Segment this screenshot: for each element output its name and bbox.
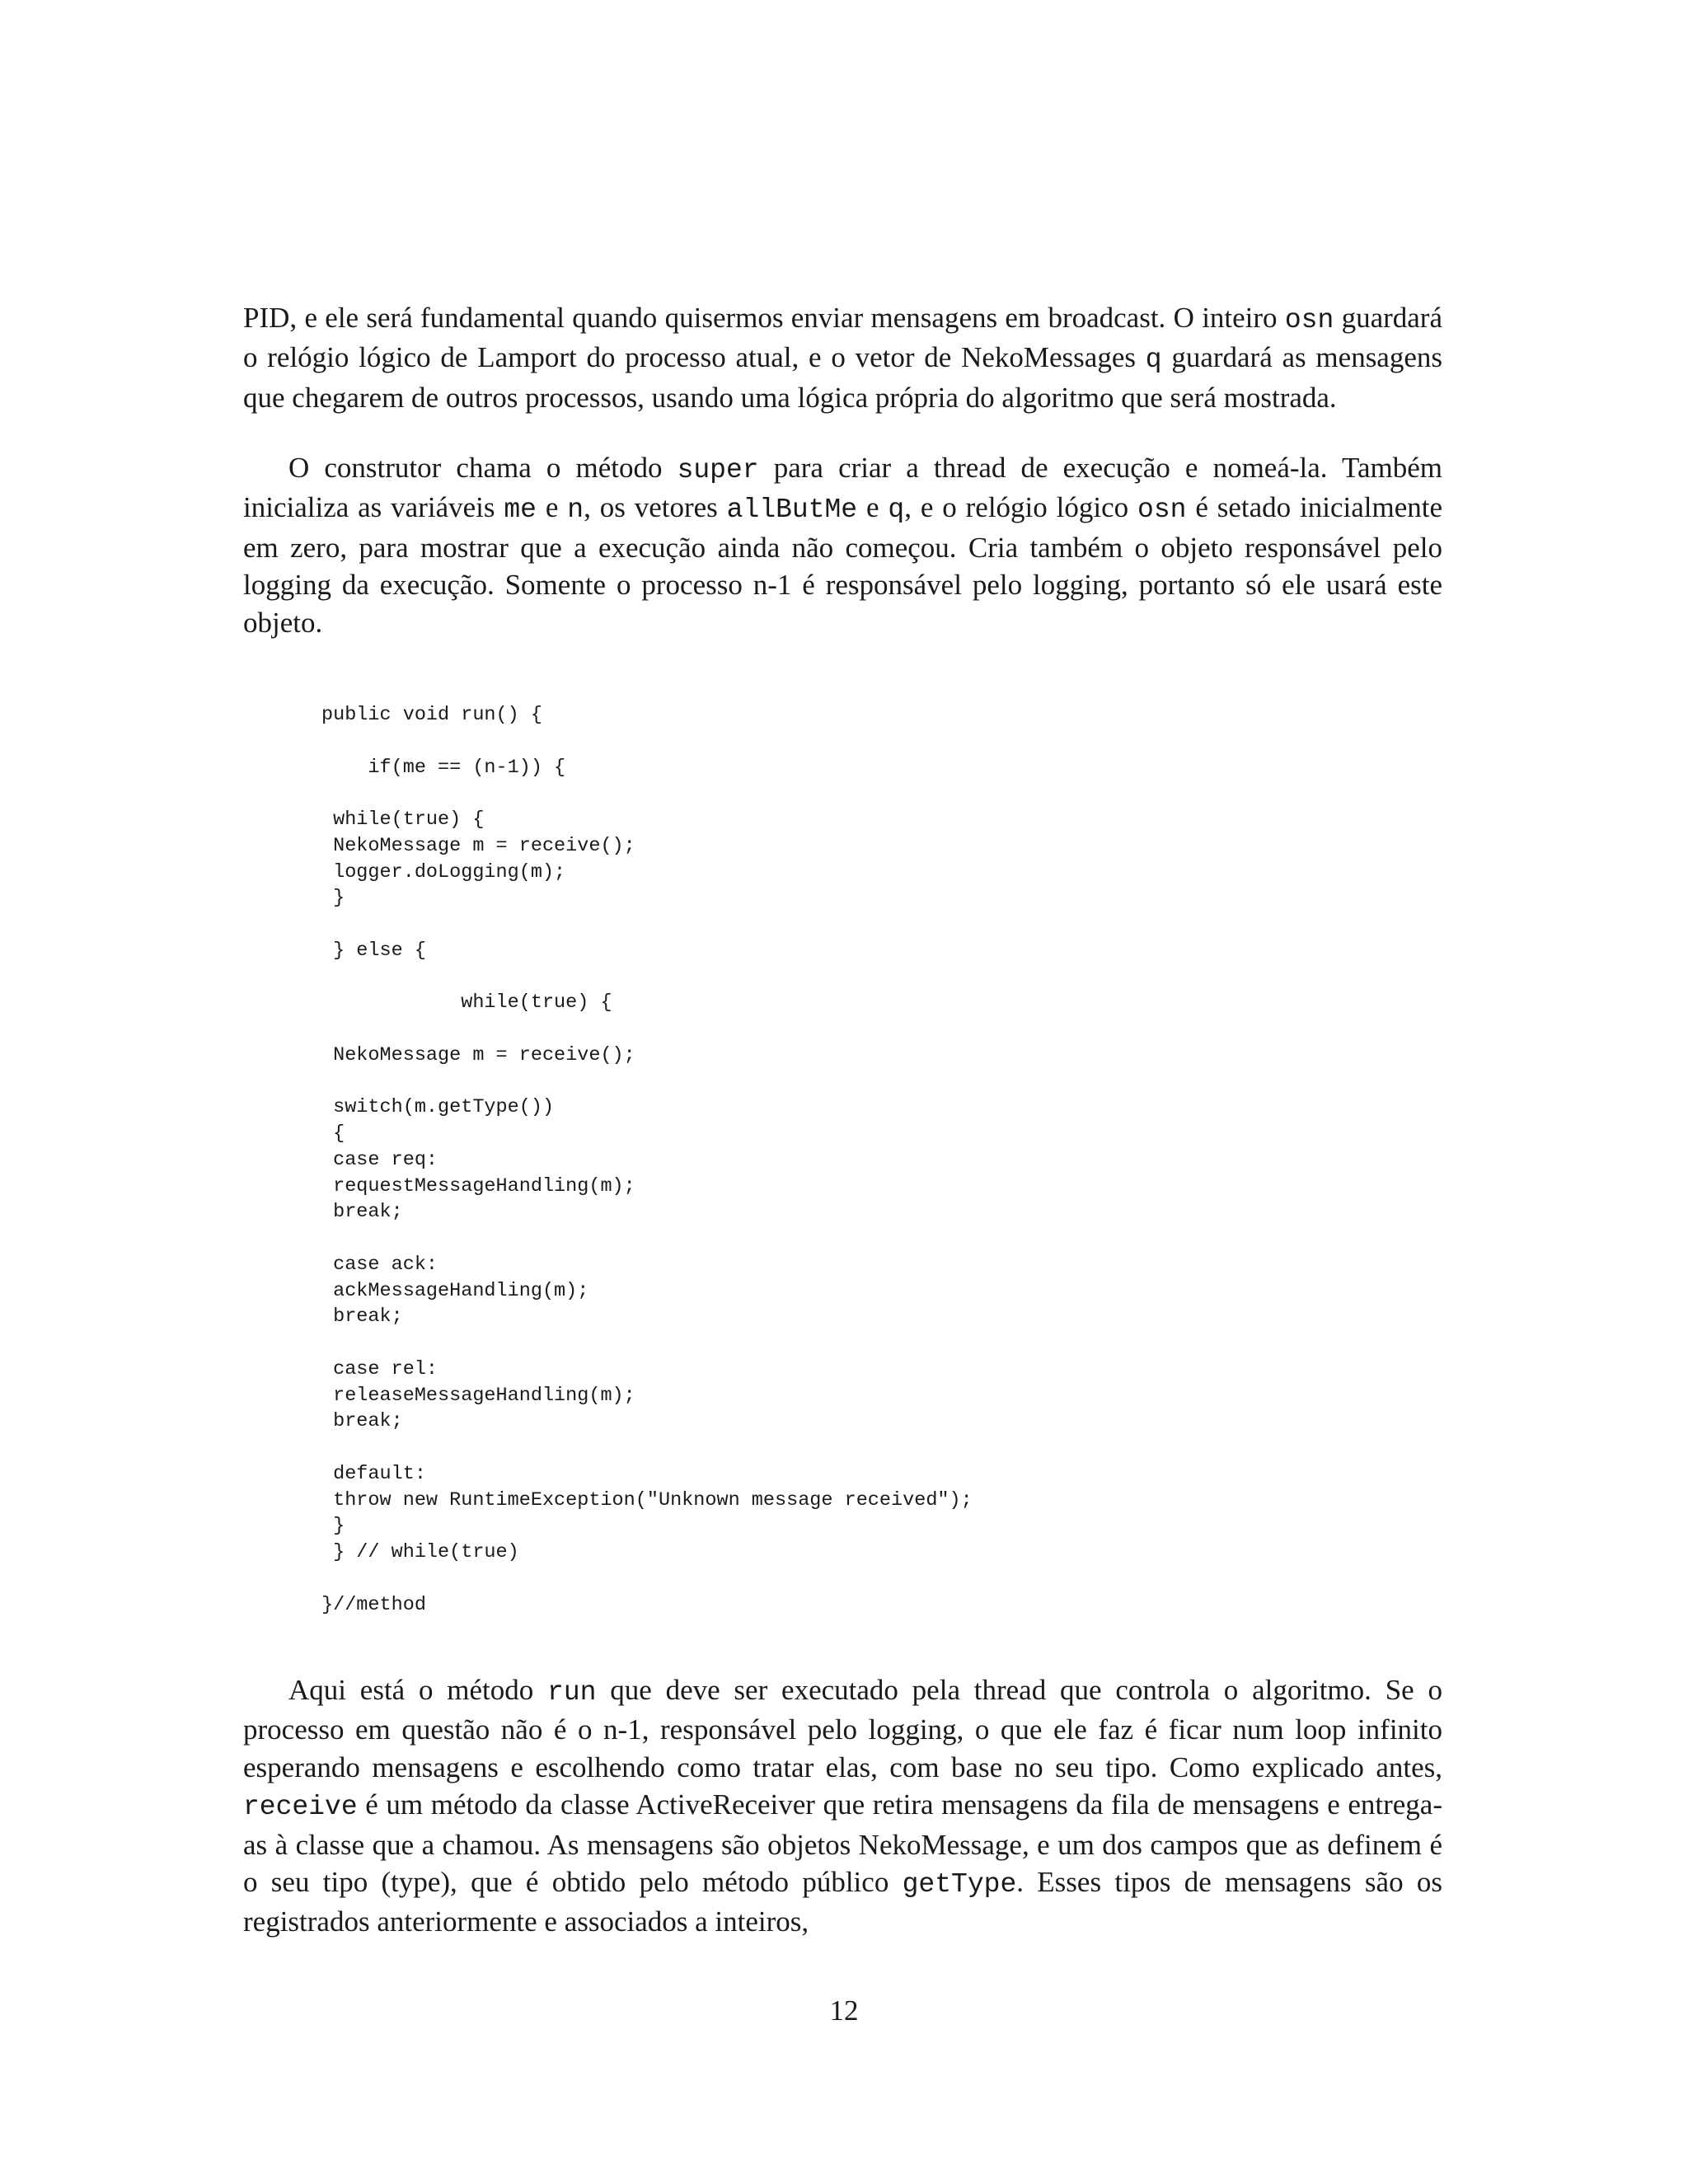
text-run: e	[536, 491, 568, 524]
code-listing: public void run() { if(me == (n-1)) { while(true) { NekoMessage m = receive(); logger.doLogging(m); } } else { while(true) { NekoMessage m = receive(); switch(m.getType()) { case req: requestMessageHandling(m); break; case ack: ackMessageHandling(m); break; case rel: releaseMessageHandling(m); break; default: throw new RuntimeException("Unknown message received"); } } // while(true) }//method	[321, 704, 973, 1616]
paragraph-intro	[243, 299, 1442, 416]
text-run: guardará o relógio lógico de Lamport do processo atual, e o vetor de NekoMessages	[243, 302, 1442, 374]
paragraph-run-method	[243, 1671, 1442, 1941]
text-run: , e o relógio lógico	[904, 491, 1138, 524]
text-run: é um método da classe ActiveReceiver que retira mensagens da fila de mensagens e entrega-as à classe que a chamou. As mensagens são objetos NekoMessage, e um dos campos que as definem é o seu tipo (type), que é obtido pelo método público	[243, 1788, 1442, 1899]
code-term: getType	[902, 1869, 1017, 1900]
text-run: para criar a thread de execução e nomeá-la. Também inicializa as variáveis	[243, 452, 1442, 524]
paragraph-constructor	[243, 449, 1442, 641]
code-term: q	[1145, 344, 1162, 376]
text-run: e	[857, 491, 889, 524]
code-term: n	[567, 494, 584, 526]
text-run: . Esses tipos de mensagens são os registrados anteriormente e associados a inteiros,	[243, 1866, 1442, 1938]
code-term: osn	[1284, 305, 1334, 335]
code-term: receive	[243, 1792, 358, 1823]
text-run: O construtor chama o método	[288, 452, 678, 484]
code-term: q	[888, 494, 905, 526]
code-term: run	[547, 1677, 597, 1708]
code-term: osn	[1137, 494, 1187, 526]
text-run: que deve ser executado pela thread que controla o algoritmo. Se o processo em questão não é o n-1, responsável pelo logging, o que ele faz é ficar num loop infinito esperando mensagens e escolhendo como tratar elas, com base no seu tipo. Como explicado antes,	[243, 1674, 1442, 1783]
text-run: é setado inicialmente em zero, para mostrar que a execução ainda não começou. Cria também o objeto responsável pelo logging da execução. Somente o processo n-1 é responsável pelo logging, portanto só ele usará este objeto.	[243, 491, 1442, 639]
text-run: Aqui está o método	[288, 1674, 548, 1706]
text-run: guardará as mensagens que chegarem de outros processos, usando uma lógica própria do algoritmo que será mostrada.	[243, 341, 1442, 414]
code-term: allButMe	[726, 494, 858, 526]
text-run: PID, e ele será fundamental quando quisermos enviar mensagens em broadcast. O inteiro	[243, 302, 1285, 334]
code-term: super	[677, 455, 759, 485]
text-run: , os vetores	[584, 491, 727, 524]
code-term: me	[504, 494, 537, 526]
page-number: 12	[829, 1994, 859, 2027]
